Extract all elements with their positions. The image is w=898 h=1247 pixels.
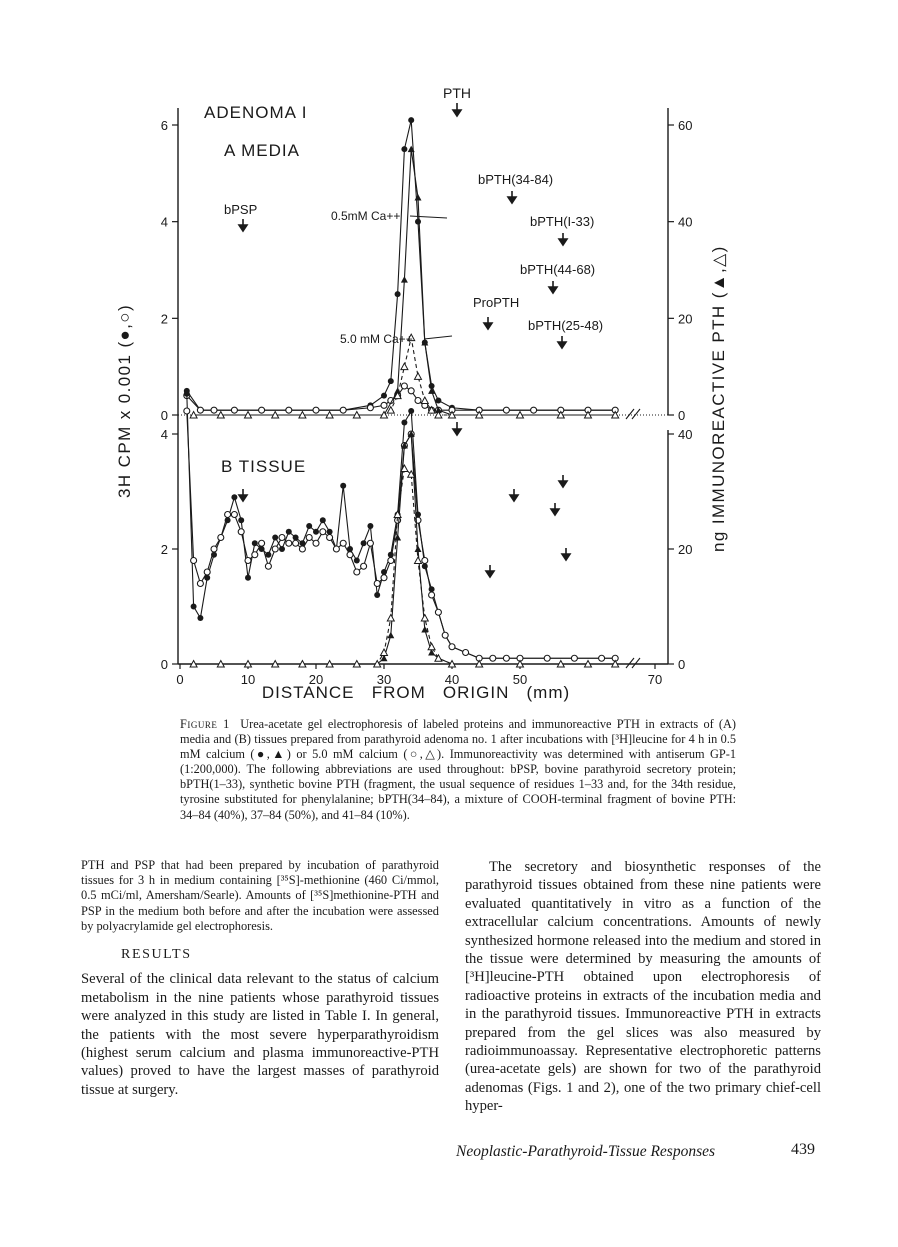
x-tick-label: 20 — [308, 672, 324, 687]
data-point-open-circle — [327, 535, 333, 541]
data-point-filled-circle — [354, 558, 360, 564]
data-point-open-circle — [333, 546, 339, 552]
data-point-open-circle — [211, 407, 217, 413]
data-point-open-circle — [286, 540, 292, 546]
data-point-open-triangle — [415, 373, 422, 380]
bpth-44-68-arrow — [549, 281, 557, 293]
series-line-open-triangle — [194, 469, 616, 665]
pth-label: PTH — [443, 85, 471, 101]
data-point-open-circle — [531, 407, 537, 413]
data-point-filled-circle — [313, 529, 319, 535]
panel-a-title-line1: ADENOMA I — [204, 103, 308, 122]
bpth-25-48-arrow — [558, 336, 566, 348]
data-point-filled-circle — [381, 393, 387, 399]
data-point-filled-circle — [191, 604, 197, 610]
data-point-filled-circle — [265, 552, 271, 558]
data-point-open-circle — [361, 563, 367, 569]
data-point-filled-circle — [388, 378, 394, 384]
data-point-open-circle — [463, 650, 469, 656]
panel-b-title: B TISSUE — [221, 457, 307, 476]
left-column — [81, 858, 439, 1099]
data-point-open-circle — [435, 609, 441, 615]
data-point-filled-triangle — [415, 194, 422, 201]
data-point-open-circle — [197, 407, 203, 413]
bpth-1-33-arrow — [559, 233, 567, 245]
data-point-open-circle — [218, 535, 224, 541]
bpth-25-48-arrow-b — [562, 548, 570, 560]
figure-caption — [180, 717, 736, 823]
data-point-open-circle — [225, 512, 231, 518]
data-point-filled-circle — [320, 517, 326, 523]
data-point-open-circle — [490, 655, 496, 661]
bpsp-label: bPSP — [224, 202, 258, 217]
data-point-filled-circle — [408, 117, 414, 123]
bpsp-arrow — [239, 219, 247, 231]
bpth-1-33-arrow-b — [559, 475, 567, 487]
data-point-filled-circle — [361, 540, 367, 546]
x-tick-label: 50 — [512, 672, 528, 687]
data-point-open-circle — [197, 581, 203, 587]
data-point-filled-circle — [252, 540, 258, 546]
data-point-open-triangle — [387, 615, 394, 622]
y-right-tick-label: 0 — [678, 657, 686, 672]
results-heading: RESULTS — [121, 947, 192, 963]
data-point-filled-circle — [415, 219, 421, 225]
x-tick-label: 10 — [240, 672, 256, 687]
data-point-open-triangle — [421, 615, 428, 622]
data-point-open-circle — [401, 383, 407, 389]
y-right-tick-label: 20 — [678, 542, 693, 557]
data-point-open-circle — [279, 535, 285, 541]
panel-a-title-line2: A MEDIA — [224, 141, 300, 160]
axis-break-mark — [626, 409, 640, 419]
data-point-filled-circle — [374, 592, 380, 598]
data-point-filled-circle — [238, 517, 244, 523]
y-left-tick-label: 4 — [160, 214, 168, 230]
right-column — [465, 858, 821, 1116]
pth-arrow — [453, 103, 461, 116]
data-point-open-circle — [381, 402, 387, 408]
y-left-tick-label: 2 — [160, 542, 168, 557]
running-head: Neoplastic-Parathyroid-Tissue Responses — [456, 1143, 716, 1160]
data-point-filled-triangle — [415, 546, 422, 553]
data-point-filled-triangle — [401, 276, 408, 283]
results-paragraph: Several of the clinical data relevant to the status of calcium metabolism in the nine patients whose parathyroid tissues were analyzed in this study are listed in Table I. In general, the patients with the most severe hyperparathyroidism (highest serum calcium and plasma immunoreactive-PTH values) proved to have the largest masses of parathyroid tissue at surgery. — [81, 971, 439, 1098]
data-point-open-circle — [299, 546, 305, 552]
y-right-tick-label: 60 — [678, 118, 693, 133]
x-axis-label: DISTANCE FROM ORIGIN (mm) — [261, 683, 571, 702]
data-point-open-circle — [191, 558, 197, 564]
data-point-open-circle — [442, 632, 448, 638]
data-point-open-circle — [259, 407, 265, 413]
data-point-open-circle — [238, 529, 244, 535]
data-point-open-circle — [204, 569, 210, 575]
ca-high-label: 5.0 mM Ca++ — [340, 332, 413, 346]
propth-label: ProPTH — [473, 295, 520, 310]
propth-arrow-b — [486, 565, 494, 577]
y-right-tick-label: 0 — [678, 408, 686, 423]
bpth-34-84-label: bPTH(34-84) — [478, 172, 554, 187]
data-point-open-circle — [503, 655, 509, 661]
data-point-open-circle — [354, 569, 360, 575]
data-point-open-circle — [408, 388, 414, 394]
y-left-tick-label: 0 — [160, 657, 168, 672]
series-line-open-circle — [187, 411, 615, 658]
page-number: 439 — [791, 1141, 815, 1158]
y-left-tick-label: 6 — [160, 118, 168, 133]
x-tick-label: 30 — [376, 672, 392, 687]
data-point-open-circle — [340, 540, 346, 546]
results-paragraph-2: The secretory and biosynthetic responses of the parathyroid tissues obtained from these nine patients were evaluated quantitatively in vitro as a function of the extracellular calcium concentrations. Amounts of newly synthesized hormone released into the medium and stored in the tissue were determined by measuring the amounts of [³H]leucine-PTH obtained upon electrophoresis of radioactive proteins in extracts of the incubation media and in the parathyroid tissues. Immunoreactive PTH in extracts prepared from the gel slices was also measured by radioimmunoassay. Representative electrophoretic patterns (urea-acetate gels) are shown for two of the parathyroid adenomas (Figs. 1 and 2), one of the two primary chief-cell hyper- — [465, 859, 821, 1115]
data-point-open-circle — [599, 655, 605, 661]
data-point-open-circle — [313, 407, 319, 413]
data-point-filled-circle — [388, 552, 394, 558]
y-left-tick-label: 4 — [160, 427, 168, 442]
data-point-open-circle — [259, 540, 265, 546]
data-point-open-circle — [265, 563, 271, 569]
data-point-open-circle — [231, 407, 237, 413]
data-point-open-circle — [306, 535, 312, 541]
data-point-filled-circle — [245, 575, 251, 581]
data-point-open-circle — [320, 529, 326, 535]
x-tick-label: 40 — [444, 672, 460, 687]
bpth-44-68-label: bPTH(44-68) — [520, 262, 596, 277]
x-tick-label: 70 — [647, 672, 663, 687]
bpth-44-68-arrow-b — [551, 503, 559, 515]
data-point-filled-circle — [184, 391, 190, 397]
data-point-open-circle — [293, 540, 299, 546]
panel-b-series — [184, 391, 640, 668]
data-point-open-circle — [252, 552, 258, 558]
data-point-open-circle — [388, 558, 394, 564]
data-point-open-circle — [231, 512, 237, 518]
data-point-open-circle — [245, 558, 251, 564]
y-left-label: 3H CPM x 0.001 (●,○) — [115, 303, 134, 498]
data-point-open-circle — [313, 540, 319, 546]
data-point-filled-circle — [306, 523, 312, 529]
figure-caption-text: Urea-acetate gel electrophoresis of labeled proteins and immunoreactive PTH in extracts of (A) media and (B) tissues prepared from parathyroid adenoma no. 1 after incubations with [³H]leucine for 4 h in 0.5 mM calcium (●,▲) or 5.0 mM calcium (○,△). Immunoreactivity was determined with antiserum GP-1 (1:200,000). The following abbreviations are used throughout: bPSP, bovine parathyroid secretory protein; bPTH(1–33), synthetic bovine PTH (fragment, the usual sequence of residues 1–33 and, for the 34th residue, tyrosine substituted for phenylalanine; bPTH(34–84), a mixture of COOH-terminal fragment of bovine PTH: 34–84 (40%), 37–84 (50%), and 41–84 (10%). — [180, 717, 737, 822]
propth-arrow — [484, 317, 492, 329]
data-point-open-circle — [367, 540, 373, 546]
data-point-filled-circle — [401, 420, 407, 426]
bpsp-arrow-b — [239, 489, 247, 501]
bpth-1-33-label: bPTH(I-33) — [530, 214, 595, 229]
ca-leader-lines — [410, 216, 452, 339]
data-point-open-circle — [449, 644, 455, 650]
data-point-open-triangle — [415, 557, 422, 564]
y-left-tick-label: 0 — [160, 408, 168, 423]
data-point-open-circle — [571, 655, 577, 661]
data-point-open-circle — [544, 655, 550, 661]
figure-label: Figure 1 — [180, 717, 230, 731]
x-tick-label: 0 — [176, 672, 184, 687]
data-point-filled-circle — [401, 146, 407, 152]
data-point-open-circle — [272, 546, 278, 552]
axis-break-mark — [626, 658, 640, 668]
data-point-open-circle — [184, 408, 190, 414]
data-point-open-circle — [429, 592, 435, 598]
y-right-tick-label: 40 — [678, 214, 693, 230]
series-line-open-triangle — [194, 338, 616, 415]
data-point-open-circle — [381, 575, 387, 581]
data-point-open-triangle — [401, 363, 408, 370]
ca-low-label: 0.5mM Ca++ — [331, 209, 401, 223]
data-point-open-circle — [415, 398, 421, 404]
data-point-filled-circle — [395, 291, 401, 297]
data-point-filled-circle — [197, 615, 203, 621]
bpth-34-84-arrow — [508, 191, 516, 203]
data-point-filled-circle — [293, 535, 299, 541]
data-point-filled-circle — [231, 494, 237, 500]
y-right-tick-label: 20 — [678, 311, 693, 327]
data-point-open-triangle — [421, 397, 428, 404]
data-point-filled-circle — [408, 408, 414, 414]
data-point-open-circle — [374, 581, 380, 587]
data-point-open-circle — [340, 407, 346, 413]
bpth-34-84-arrow-b — [510, 489, 518, 501]
y-right-label: ng IMMUNOREACTIVE PTH (▲,△) — [709, 245, 728, 552]
bpth-25-48-label: bPTH(25-48) — [528, 318, 604, 333]
data-point-open-circle — [286, 407, 292, 413]
data-point-filled-circle — [279, 546, 285, 552]
data-point-open-circle — [422, 558, 428, 564]
methods-paragraph-end: PTH and PSP that had been prepared by incubation of parathyroid tissues for 3 h in medium containing [³⁵S]-methionine (460 Ci/mmol, 0.5 mCi/ml, Amersham/Searle). Amounts of [³⁵S]methionine-PTH and PSP in the medium both before and after the incubation were assessed by polyacrylamide gel electrophoresis. — [81, 858, 439, 933]
data-point-filled-circle — [272, 535, 278, 541]
data-point-open-circle — [367, 405, 373, 411]
series-line-filled-circle — [187, 394, 615, 659]
data-point-open-circle — [347, 552, 353, 558]
data-point-open-circle — [211, 546, 217, 552]
data-point-filled-circle — [340, 483, 346, 489]
data-point-filled-circle — [327, 529, 333, 535]
y-left-tick-label: 2 — [160, 311, 168, 327]
y-right-tick-label: 40 — [678, 427, 693, 442]
pth-arrow-b — [453, 422, 461, 435]
data-point-open-circle — [503, 407, 509, 413]
data-point-filled-circle — [286, 529, 292, 535]
data-point-filled-circle — [367, 523, 373, 529]
